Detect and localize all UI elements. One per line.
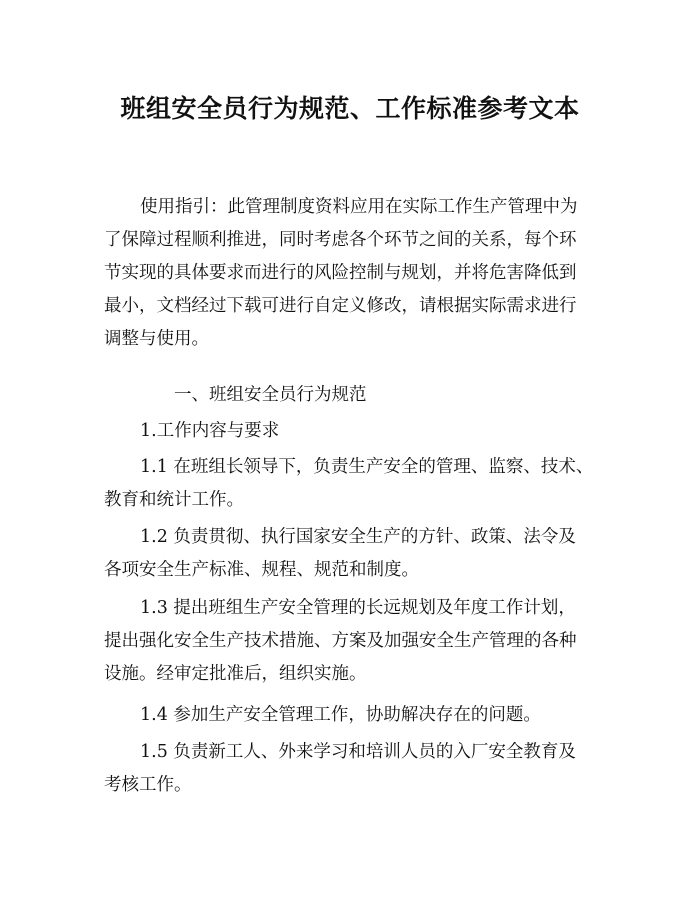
list-item-line: 1.4 参加生产安全管理工作，协助解决存在的问题。	[140, 705, 541, 725]
intro-line: 最小，文档经过下载可进行自定义修改，请根据实际需求进行	[104, 296, 577, 316]
list-item-line: 1.3 提出班组生产安全管理的长远规划及年度工作计划，	[140, 598, 576, 618]
list-item-line: 提出强化安全生产技术措施、方案及加强安全生产管理的各种	[104, 631, 577, 651]
subsection-heading: 1.工作内容与要求	[140, 421, 280, 441]
list-item-line: 各项安全生产标准、规程、规范和制度。	[104, 560, 419, 580]
intro-line: 节实现的具体要求而进行的风险控制与规划，并将危害降低到	[104, 263, 577, 283]
list-item-line: 1.5 负责新工人、外来学习和培训人员的入厂安全教育及	[140, 742, 576, 762]
intro-line: 了保障过程顺利推进，同时考虑各个环节之间的关系，每个环	[104, 230, 577, 250]
document-title: 班组安全员行为规范、工作标准参考文本	[120, 94, 580, 123]
list-item-line: 设施。经审定批准后，组织实施。	[104, 664, 367, 684]
list-item-line: 1.2 负责贯彻、执行国家安全生产的方针、政策、法令及	[140, 527, 576, 547]
section-heading: 一、班组安全员行为规范	[174, 385, 367, 405]
list-item-line: 考核工作。	[104, 775, 192, 795]
intro-line: 使用指引：此管理制度资料应用在实际工作生产管理中为	[140, 197, 578, 217]
list-item-line: 1.1 在班组长领导下，负责生产安全的管理、监察、技术、	[140, 457, 594, 477]
intro-line: 调整与使用。	[104, 329, 209, 349]
list-item-line: 教育和统计工作。	[104, 490, 244, 510]
